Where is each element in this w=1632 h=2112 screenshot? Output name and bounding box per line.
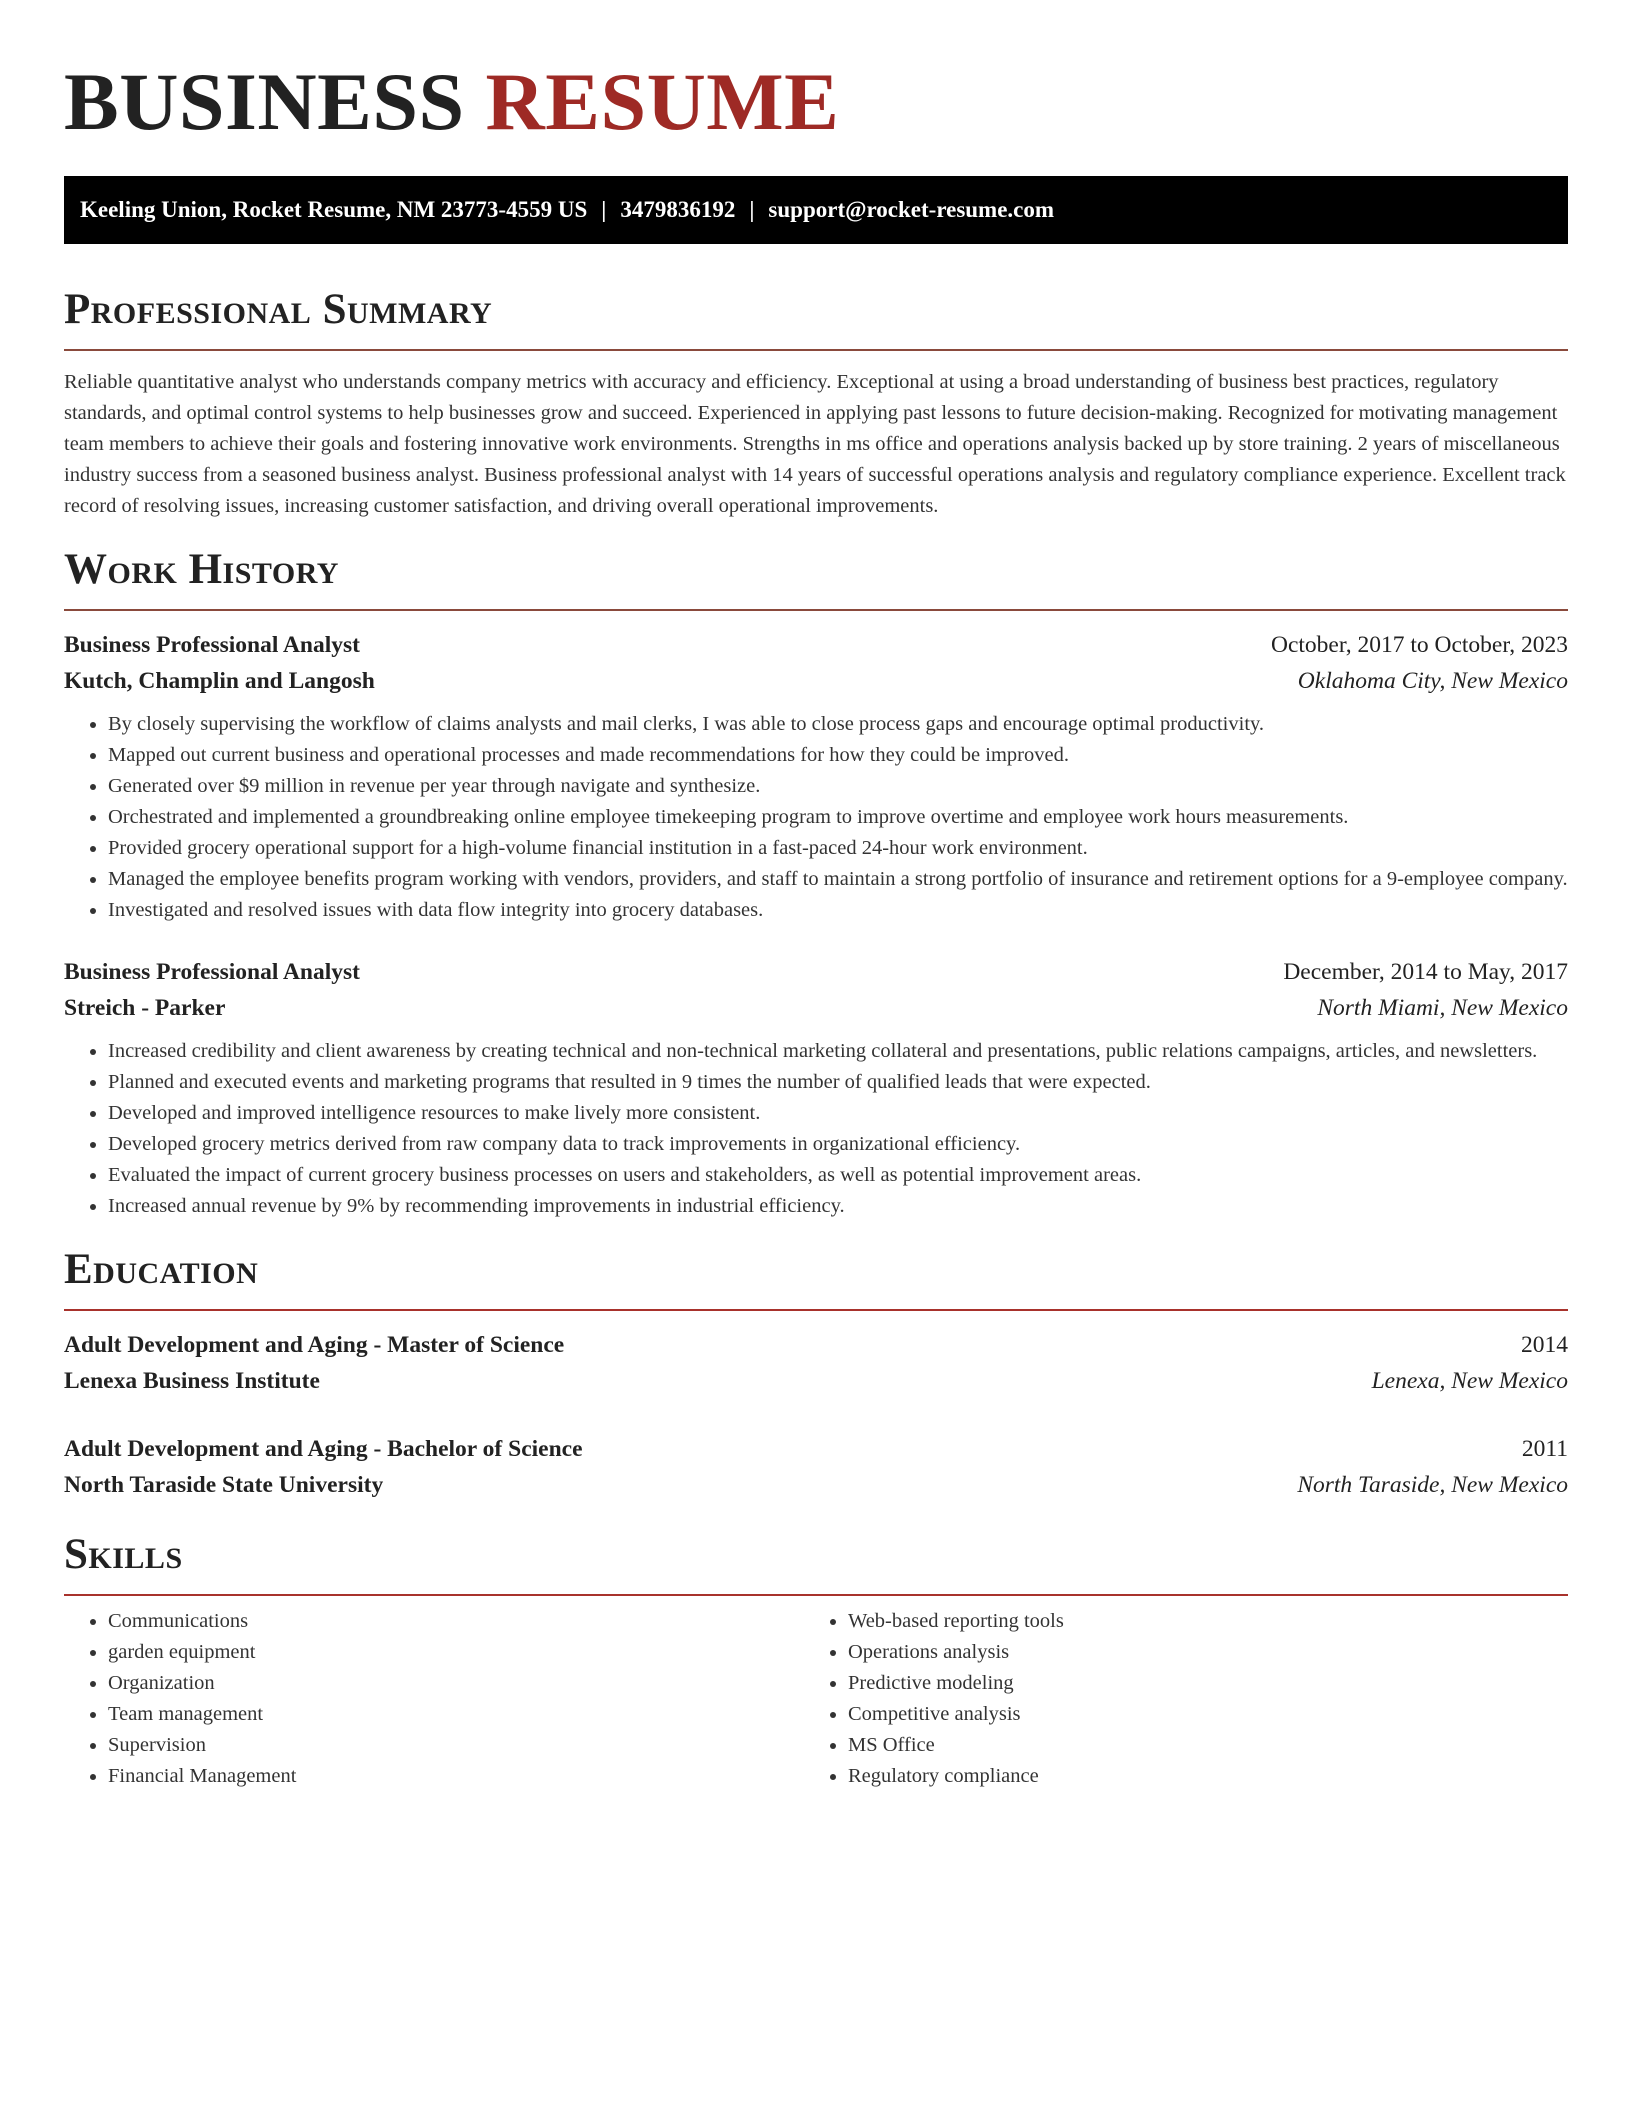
job-bullet: • Planned and executed events and marketing programs that resulted in 9 times the number of qualified leads that were expected. (108, 1067, 1568, 1098)
skill-item: • Financial Management (108, 1761, 804, 1792)
skills-grid (64, 1606, 1568, 1792)
section-divider (64, 349, 1568, 351)
job-title: Business Professional Analyst (64, 632, 360, 658)
contact-separator: | (749, 197, 755, 222)
education-year: 2014 (1521, 1332, 1568, 1358)
section-heading-education: Education (64, 1246, 259, 1293)
education-section (64, 1244, 1568, 1503)
education-school-row (64, 1467, 1568, 1503)
job-title: Business Professional Analyst (64, 959, 360, 985)
education-degree-row (64, 1431, 1568, 1467)
work-history-section (64, 544, 1568, 1222)
job-bullets (64, 1036, 1568, 1222)
job-bullet: • Managed the employee benefits program working with vendors, providers, and staff to maintain a strong portfolio of insurance and retirement options for a 9-employee company. (108, 864, 1568, 895)
skills-section (64, 1529, 1568, 1792)
contact-phone: 3479836192 (620, 197, 736, 222)
skill-item: • Operations analysis (848, 1637, 1544, 1668)
skill-item: • Competitive analysis (848, 1699, 1544, 1730)
skills-column-right (804, 1606, 1544, 1792)
skill-item: • Regulatory compliance (848, 1761, 1544, 1792)
education-location: Lenexa, New Mexico (1371, 1368, 1568, 1394)
skill-item: • Communications (108, 1606, 804, 1637)
job-company: Kutch, Champlin and Langosh (64, 668, 375, 694)
education-degree: Adult Development and Aging - Bachelor of Science (64, 1436, 583, 1462)
section-heading-summary: Professional Summary (64, 286, 493, 333)
skill-item: • garden equipment (108, 1637, 804, 1668)
job-company: Streich - Parker (64, 995, 226, 1021)
resume-title (64, 52, 1568, 152)
section-divider (64, 609, 1568, 611)
job-dates: October, 2017 to October, 2023 (1270, 632, 1568, 658)
job-bullet: • Investigated and resolved issues with data flow integrity into grocery databases. (108, 895, 1568, 926)
job-bullet: • Increased credibility and client awareness by creating technical and non-technical marketing collateral and presentations, public relations campaigns, articles, and newsletters. (108, 1036, 1568, 1067)
job-company-row (64, 663, 1568, 699)
summary-section (64, 284, 1568, 522)
section-divider (64, 1309, 1568, 1311)
contact-separator: | (601, 197, 607, 222)
skill-item: • Organization (108, 1668, 804, 1699)
education-school: Lenexa Business Institute (64, 1368, 320, 1394)
summary-text: Reliable quantitative analyst who understands company metrics with accuracy and efficiency. Exceptional at using a broad understanding of business best practices, regulatory standards, and optimal control systems to help businesses grow and succeed. Experienced in applying past lessons to future decision-making. Recognized for motivating management team members to achieve their goals and fostering innovative work environments. Strengths in ms office and operations analysis backed up by store training. 2 years of miscellaneous industry success from a seasoned business analyst. Business professional analyst with 14 years of successful operations analysis and regulatory compliance experience. Excellent track record of resolving issues, increasing customer satisfaction, and driving overall operational improvements. (64, 371, 1566, 517)
contact-bar (64, 176, 1568, 244)
job-company-row (64, 990, 1568, 1026)
job-entry (64, 954, 1568, 1222)
section-divider (64, 1594, 1568, 1596)
skill-item: • Team management (108, 1699, 804, 1730)
title-accent: RESUME (485, 56, 840, 147)
job-dates: December, 2014 to May, 2017 (1283, 959, 1568, 985)
job-bullet: • Developed and improved intelligence resources to make lively more consistent. (108, 1098, 1568, 1129)
job-bullet: • By closely supervising the workflow of claims analysts and mail clerks, I was able to close process gaps and encourage optimal productivity. (108, 709, 1568, 740)
education-school: North Taraside State University (64, 1472, 384, 1498)
contact-email: support@rocket-resume.com (768, 197, 1055, 222)
education-degree-row (64, 1327, 1568, 1363)
education-school-row (64, 1363, 1568, 1399)
job-bullet: • Orchestrated and implemented a groundbreaking online employee timekeeping program to improve overtime and employee work hours measurements. (108, 802, 1568, 833)
education-year: 2011 (1521, 1436, 1568, 1462)
job-bullets (64, 709, 1568, 926)
job-bullet: • Provided grocery operational support for a high-volume financial institution in a fast-paced 24-hour work environment. (108, 833, 1568, 864)
job-title-row (64, 954, 1568, 990)
job-bullet: • Generated over $9 million in revenue per year through navigate and synthesize. (108, 771, 1568, 802)
section-heading-skills: Skills (64, 1531, 183, 1578)
contact-address: Keeling Union, Rocket Resume, NM 23773-4559 US (80, 197, 588, 222)
job-location: North Miami, New Mexico (1317, 995, 1568, 1021)
title-main: BUSINESS (64, 56, 465, 147)
skill-item: • Predictive modeling (848, 1668, 1544, 1699)
job-bullet: • Developed grocery metrics derived from raw company data to track improvements in organizational efficiency. (108, 1129, 1568, 1160)
job-location: Oklahoma City, New Mexico (1297, 668, 1568, 694)
job-bullet: • Evaluated the impact of current grocery business processes on users and stakeholders, as well as potential improvement areas. (108, 1160, 1568, 1191)
job-bullet: • Mapped out current business and operational processes and made recommendations for how they could be improved. (108, 740, 1568, 771)
job-bullet: • Increased annual revenue by 9% by recommending improvements in industrial efficiency. (108, 1191, 1568, 1222)
job-entry (64, 627, 1568, 926)
skills-column-left (64, 1606, 804, 1792)
education-location: North Taraside, New Mexico (1297, 1472, 1568, 1498)
skill-item: • Supervision (108, 1730, 804, 1761)
education-entry (64, 1327, 1568, 1399)
section-heading-work-history: Work History (64, 546, 339, 593)
skill-item: • Web-based reporting tools (848, 1606, 1544, 1637)
job-title-row (64, 627, 1568, 663)
skill-item: • MS Office (848, 1730, 1544, 1761)
education-degree: Adult Development and Aging - Master of Science (64, 1332, 565, 1358)
education-entry (64, 1431, 1568, 1503)
